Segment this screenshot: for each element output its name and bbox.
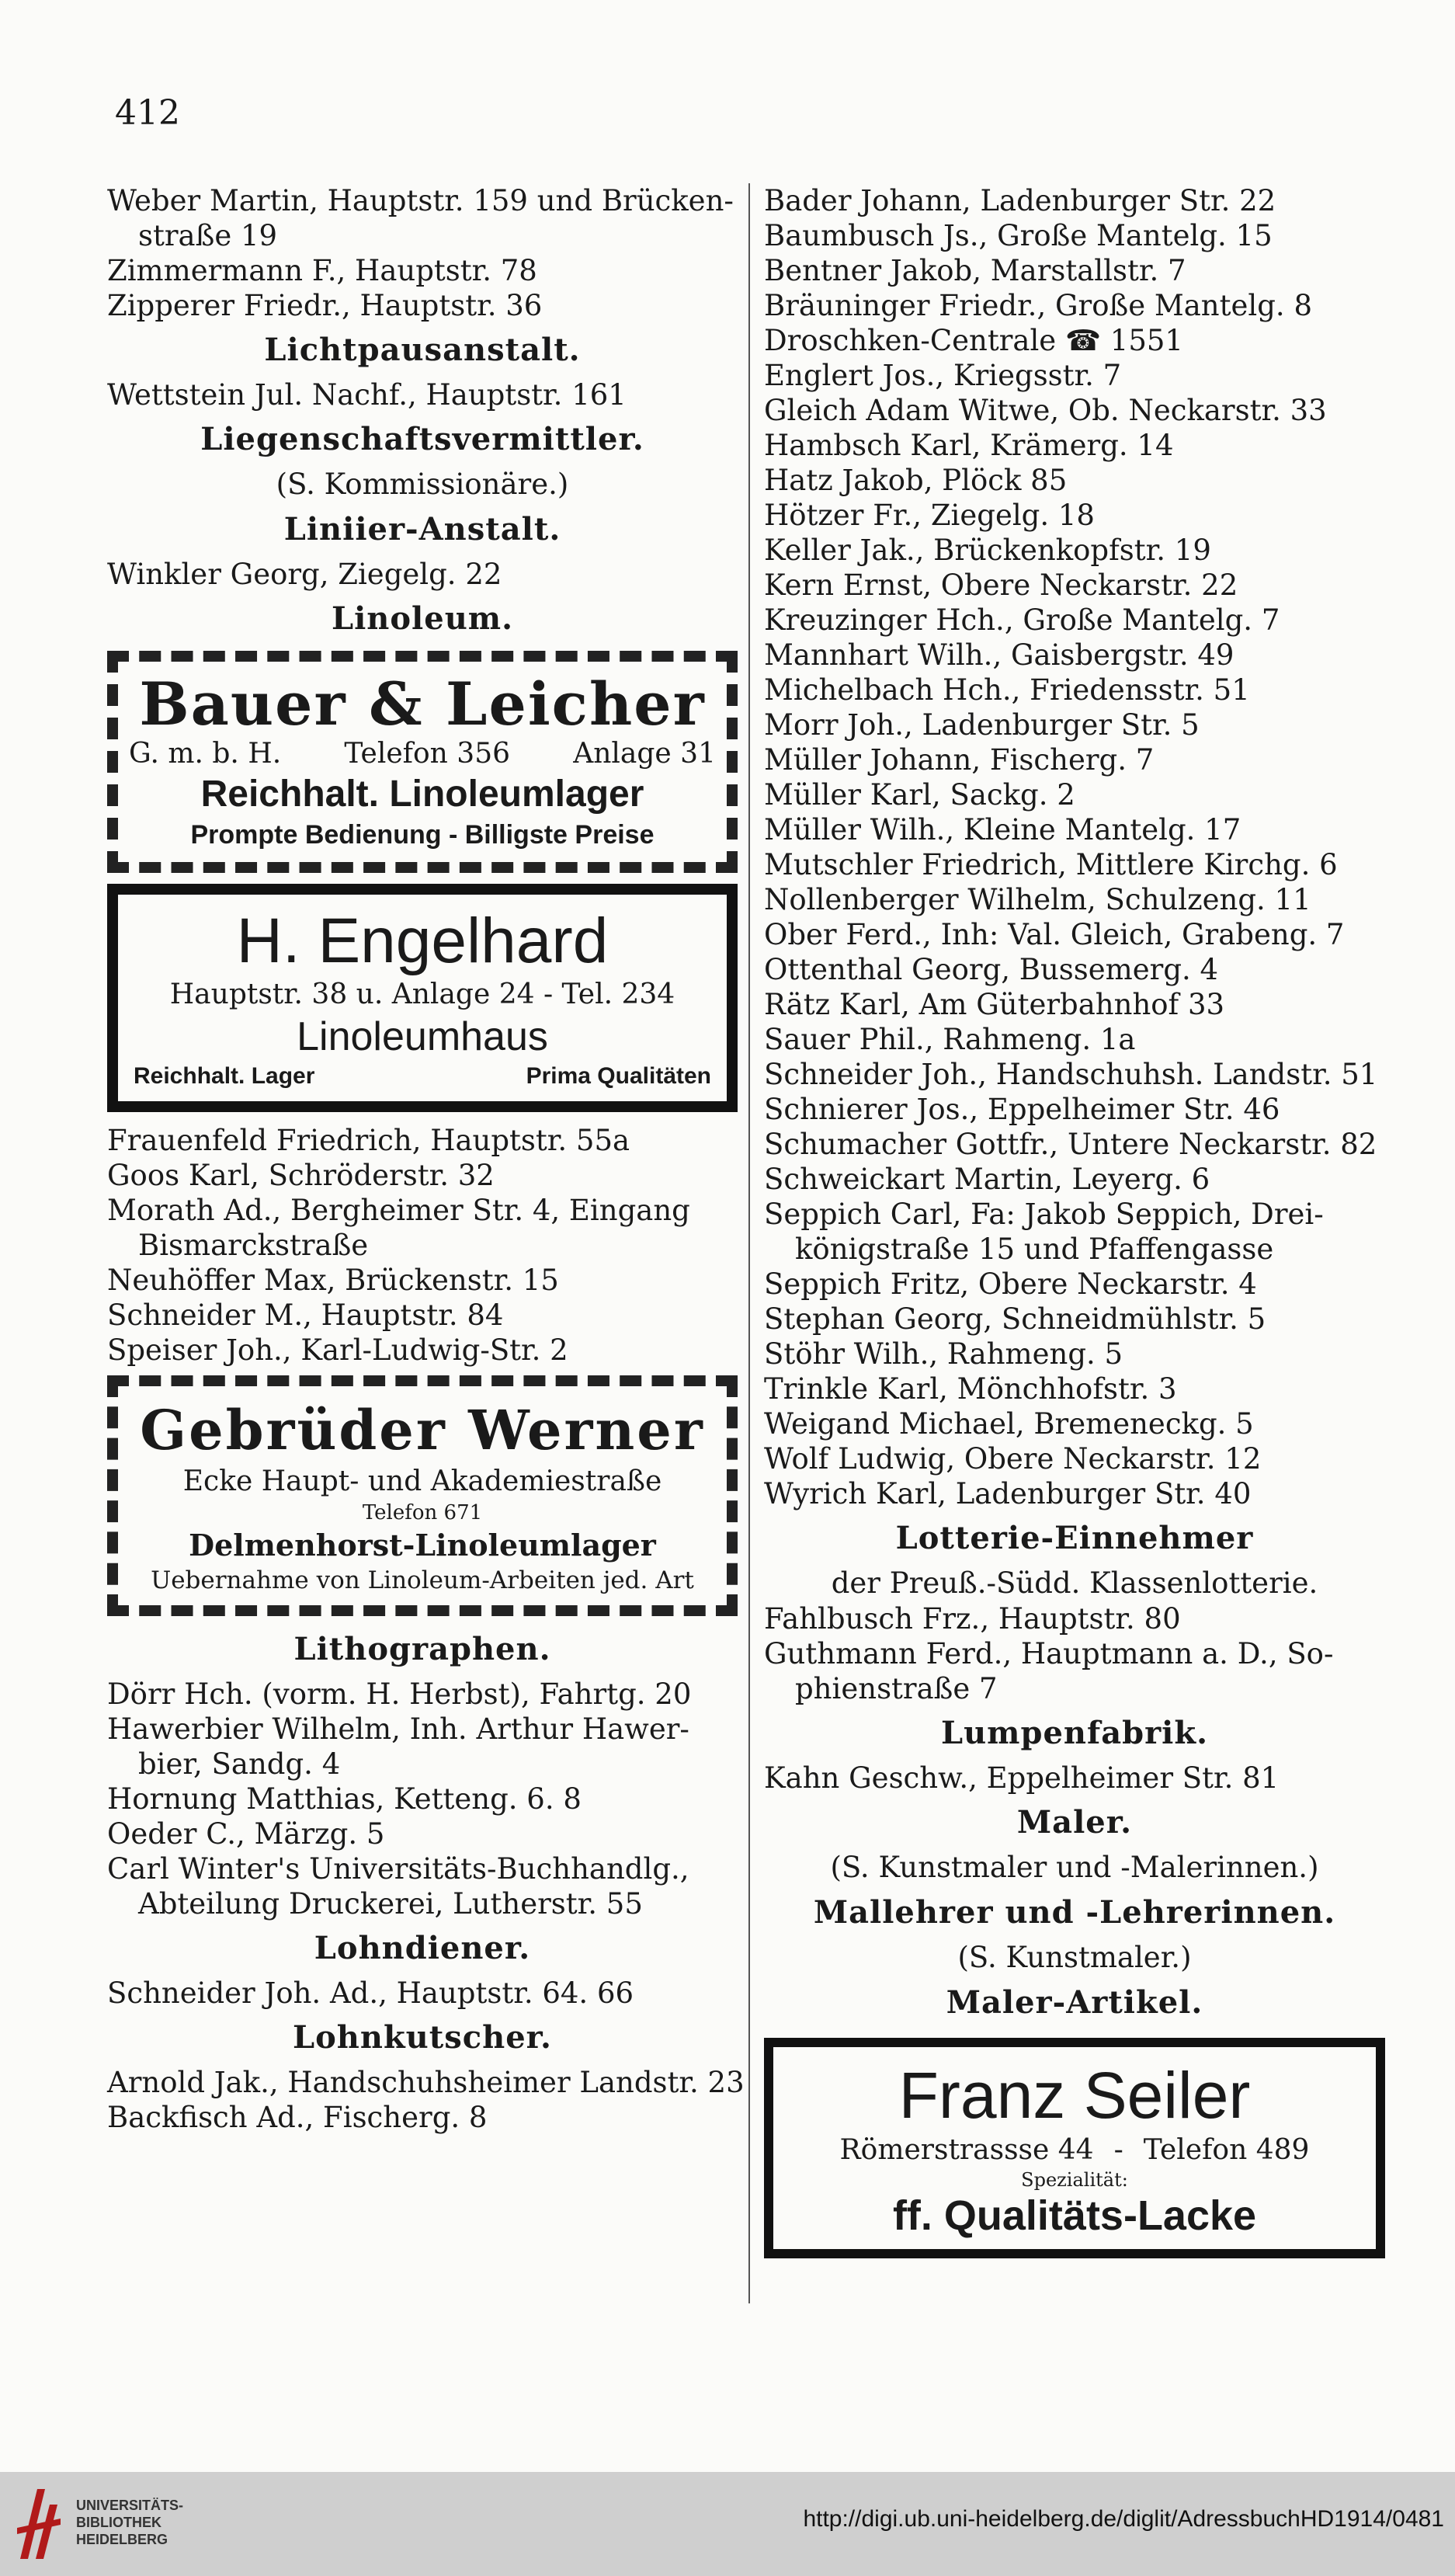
ad-bauer-telefon: Telefon 356 xyxy=(344,738,511,770)
source-url-link[interactable]: http://digi.ub.uni-heidelberg.de/diglit/AdressbuchHD1914/0481 xyxy=(803,2506,1444,2532)
entry: Morath Ad., Bergheimer Str. 4, Eingang Bismarckstraße xyxy=(107,1194,690,1262)
ad-seiler-telefon: Telefon 489 xyxy=(1143,2134,1310,2166)
ad-bauer-leicher xyxy=(107,651,738,873)
university-logo-icon xyxy=(14,2481,65,2567)
entries-frauenfeld-group xyxy=(107,1123,738,1368)
cross-reference: (S. Kommissionäre.) xyxy=(276,468,569,501)
footer-bar xyxy=(0,2472,1455,2576)
entry: Englert Jos., Kriegsstr. 7 xyxy=(764,359,1122,392)
entry: Zimmermann F., Hauptstr. 78 xyxy=(107,254,537,287)
entry: Gleich Adam Witwe, Ob. Neckarstr. 33 xyxy=(764,394,1327,427)
heading-lumpenfabrik: Lumpenfabrik. xyxy=(940,1715,1209,1751)
entry: Frauenfeld Friedrich, Hauptstr. 55a xyxy=(107,1124,630,1157)
entry: Hambsch Karl, Krämerg. 14 xyxy=(764,429,1174,462)
ad-werner-title: Gebrüder Werner xyxy=(140,1398,705,1462)
library-name-line1: UNIVERSITÄTS- xyxy=(76,2498,184,2513)
entry: Trinkle Karl, Mönchhofstr. 3 xyxy=(764,1372,1177,1406)
entry: Stöhr Wilh., Rahmeng. 5 xyxy=(764,1337,1123,1371)
entry: Zipperer Friedr., Hauptstr. 36 xyxy=(107,289,543,322)
ad-seiler-dash: - xyxy=(1113,2134,1123,2166)
entry: Seppich Carl, Fa: Jakob Seppich, Drei- königstraße 15 und Pfaffengasse xyxy=(764,1198,1324,1266)
subheading-lotterie: der Preuß.-Südd. Klassenlotterie. xyxy=(831,1566,1318,1600)
entry: Speiser Joh., Karl-Ludwig-Str. 2 xyxy=(107,1333,568,1367)
heading-lotterie-einnehmer: Lotterie-Einnehmer xyxy=(895,1520,1254,1556)
entry: Guthmann Ferd., Hauptmann a. D., So- phienstraße 7 xyxy=(764,1637,1334,1705)
entry: Mutschler Friedrich, Mittlere Kirchg. 6 xyxy=(764,848,1338,881)
entry: Goos Karl, Schröderstr. 32 xyxy=(107,1159,495,1192)
library-name-line3: HEIDELBERG xyxy=(76,2532,168,2547)
left-column xyxy=(107,183,745,2135)
entry: Hornung Matthias, Ketteng. 6. 8 xyxy=(107,1782,582,1816)
entry: Weigand Michael, Bremeneckg. 5 xyxy=(764,1407,1254,1441)
heading-lohndiener: Lohndiener. xyxy=(314,1930,531,1966)
ad-engelhard-right: Prima Qualitäten xyxy=(526,1063,711,1089)
cross-reference: (S. Kunstmaler.) xyxy=(957,1941,1192,1974)
entry: Wolf Ludwig, Obere Neckarstr. 12 xyxy=(764,1442,1262,1476)
heading-linoleum: Linoleum. xyxy=(331,600,514,637)
entries-lithographen xyxy=(107,1677,738,1921)
entry: Baumbusch Js., Große Mantelg. 15 xyxy=(764,219,1273,252)
entry: Wyrich Karl, Ladenburger Str. 40 xyxy=(764,1477,1252,1510)
heading-liegenschaftsvermittler: Liegenschaftsvermittler. xyxy=(200,421,644,457)
heading-liniier-anstalt: Liniier-Anstalt. xyxy=(283,511,561,548)
entry: Hawerbier Wilhelm, Inh. Arthur Hawer- bier, Sandg. 4 xyxy=(107,1712,689,1781)
ad-engelhard-address: Hauptstr. 38 u. Anlage 24 - Tel. 234 xyxy=(169,979,675,1010)
ad-seiler-address-row xyxy=(789,2133,1360,2168)
heading-lohnkutscher: Lohnkutscher. xyxy=(293,2019,552,2056)
heading-lithographen: Lithographen. xyxy=(293,1631,551,1667)
entry: Bader Johann, Ladenburger Str. 22 xyxy=(764,184,1276,217)
entry: Hötzer Fr., Ziegelg. 18 xyxy=(764,499,1095,532)
entry: Rätz Karl, Am Güterbahnhof 33 xyxy=(764,988,1225,1021)
ad-bauer-gmbh: G. m. b. H. xyxy=(129,738,282,770)
entry: Fahlbusch Frz., Hauptstr. 80 xyxy=(764,1602,1181,1636)
entry: Kreuzinger Hch., Große Mantelg. 7 xyxy=(764,603,1280,637)
entry: Ober Ferd., Inh: Val. Gleich, Grabeng. 7 xyxy=(764,918,1345,951)
library-name xyxy=(76,2497,183,2548)
entry: Ottenthal Georg, Bussemerg. 4 xyxy=(764,953,1219,986)
entry: Morr Joh., Ladenburger Str. 5 xyxy=(764,708,1200,742)
entry: Schweickart Martin, Leyerg. 6 xyxy=(764,1163,1210,1196)
entry: Mannhart Wilh., Gaisbergstr. 49 xyxy=(764,638,1234,672)
entry: Schumacher Gottfr., Untere Neckarstr. 82 xyxy=(764,1128,1377,1161)
entry: Carl Winter's Universitäts-Buchhandlg., Abteilung Druckerei, Lutherstr. 55 xyxy=(107,1852,689,1921)
entry: Oeder C., Märzg. 5 xyxy=(107,1817,385,1851)
entry: Droschken-Centrale ☎ 1551 xyxy=(764,324,1183,357)
entry: Hatz Jakob, Plöck 85 xyxy=(764,464,1068,497)
ad-bauer-title: Bauer & Leicher xyxy=(139,669,706,739)
entry: Müller Wilh., Kleine Mantelg. 17 xyxy=(764,813,1241,846)
ad-seiler-street: Römerstrassse 44 xyxy=(839,2134,1094,2166)
entry: Schneider Joh., Handschuhsh. Landstr. 51 xyxy=(764,1058,1378,1091)
entry: Müller Karl, Sackg. 2 xyxy=(764,778,1075,812)
entry: Wettstein Jul. Nachf., Hauptstr. 161 xyxy=(107,378,627,412)
heading-lichtpausanstalt: Lichtpausanstalt. xyxy=(264,332,581,368)
page-number: 412 xyxy=(115,93,180,133)
ad-bauer-line1: Reichhalt. Linoleumlager xyxy=(200,773,644,815)
entry: Nollenberger Wilhelm, Schulzeng. 11 xyxy=(764,883,1311,916)
ad-engelhard-row xyxy=(134,1061,711,1092)
ad-seiler-product: ff. Qualitäts-Lacke xyxy=(892,2192,1257,2239)
ad-werner-telefon: Telefon 671 xyxy=(362,1501,483,1524)
heading-maler-artikel: Maler-Artikel. xyxy=(946,1984,1203,2021)
heading-maler: Maler. xyxy=(1016,1804,1133,1841)
entry: Sauer Phil., Rahmeng. 1a xyxy=(764,1023,1136,1056)
entry: Winkler Georg, Ziegelg. 22 xyxy=(107,558,502,591)
ad-bauer-anlage: Anlage 31 xyxy=(573,738,716,770)
ad-gebrueder-werner xyxy=(107,1375,738,1616)
ad-bauer-info-row xyxy=(129,736,716,772)
ad-werner-line1: Ecke Haupt- und Akademiestraße xyxy=(182,1465,662,1497)
ad-engelhard-left: Reichhalt. Lager xyxy=(134,1063,315,1089)
library-name-line2: BIBLIOTHEK xyxy=(76,2515,161,2530)
entry: Dörr Hch. (vorm. H. Herbst), Fahrtg. 20 xyxy=(107,1677,692,1711)
entry: Seppich Fritz, Obere Neckarstr. 4 xyxy=(764,1267,1257,1301)
ad-franz-seiler xyxy=(764,2038,1385,2258)
entry: Stephan Georg, Schneidmühlstr. 5 xyxy=(764,1302,1266,1336)
entry: Bräuninger Friedr., Große Mantelg. 8 xyxy=(764,289,1312,322)
ad-engelhard-title: H. Engelhard xyxy=(236,906,609,976)
cross-reference: (S. Kunstmaler und -Malerinnen.) xyxy=(830,1851,1319,1884)
entries-lohnkutscher-continued xyxy=(764,183,1385,1511)
entry: Kern Ernst, Obere Neckarstr. 22 xyxy=(764,568,1238,602)
ad-seiler-spec: Spezialität: xyxy=(1021,2169,1128,2191)
entry: Arnold Jak., Handschuhsheimer Landstr. 23 xyxy=(107,2066,745,2099)
entry: Müller Johann, Fischerg. 7 xyxy=(764,743,1155,777)
entries-weber-group xyxy=(107,183,738,323)
entry: Schneider M., Hauptstr. 84 xyxy=(107,1298,504,1332)
entry: Keller Jak., Brückenkopfstr. 19 xyxy=(764,534,1211,567)
right-column xyxy=(764,183,1385,2269)
entry: Weber Martin, Hauptstr. 159 und Brücken- straße 19 xyxy=(107,184,734,252)
ad-bauer-line2: Prompte Bedienung - Billigste Preise xyxy=(190,820,655,850)
heading-mallehrer: Mallehrer und -Lehrerinnen. xyxy=(813,1894,1336,1931)
entry: Schnierer Jos., Eppelheimer Str. 46 xyxy=(764,1093,1280,1126)
entry: Backfisch Ad., Fischerg. 8 xyxy=(107,2101,488,2134)
entry: Schneider Joh. Ad., Hauptstr. 64. 66 xyxy=(107,1976,634,2010)
entry: Neuhöffer Max, Brückenstr. 15 xyxy=(107,1264,559,1297)
entry: Bentner Jakob, Marstallstr. 7 xyxy=(764,254,1186,287)
entry: Michelbach Hch., Friedensstr. 51 xyxy=(764,673,1250,707)
entry: Kahn Geschw., Eppelheimer Str. 81 xyxy=(764,1761,1280,1795)
ad-seiler-title: Franz Seiler xyxy=(898,2059,1251,2132)
ad-werner-line2: Delmenhorst-Linoleumlager xyxy=(189,1528,656,1563)
ad-engelhard-house: Linoleumhaus xyxy=(297,1014,548,1059)
ad-engelhard xyxy=(107,884,738,1112)
column-divider xyxy=(748,183,750,2303)
ad-werner-line3: Uebernahme von Linoleum-Arbeiten jed. Art xyxy=(151,1566,694,1594)
